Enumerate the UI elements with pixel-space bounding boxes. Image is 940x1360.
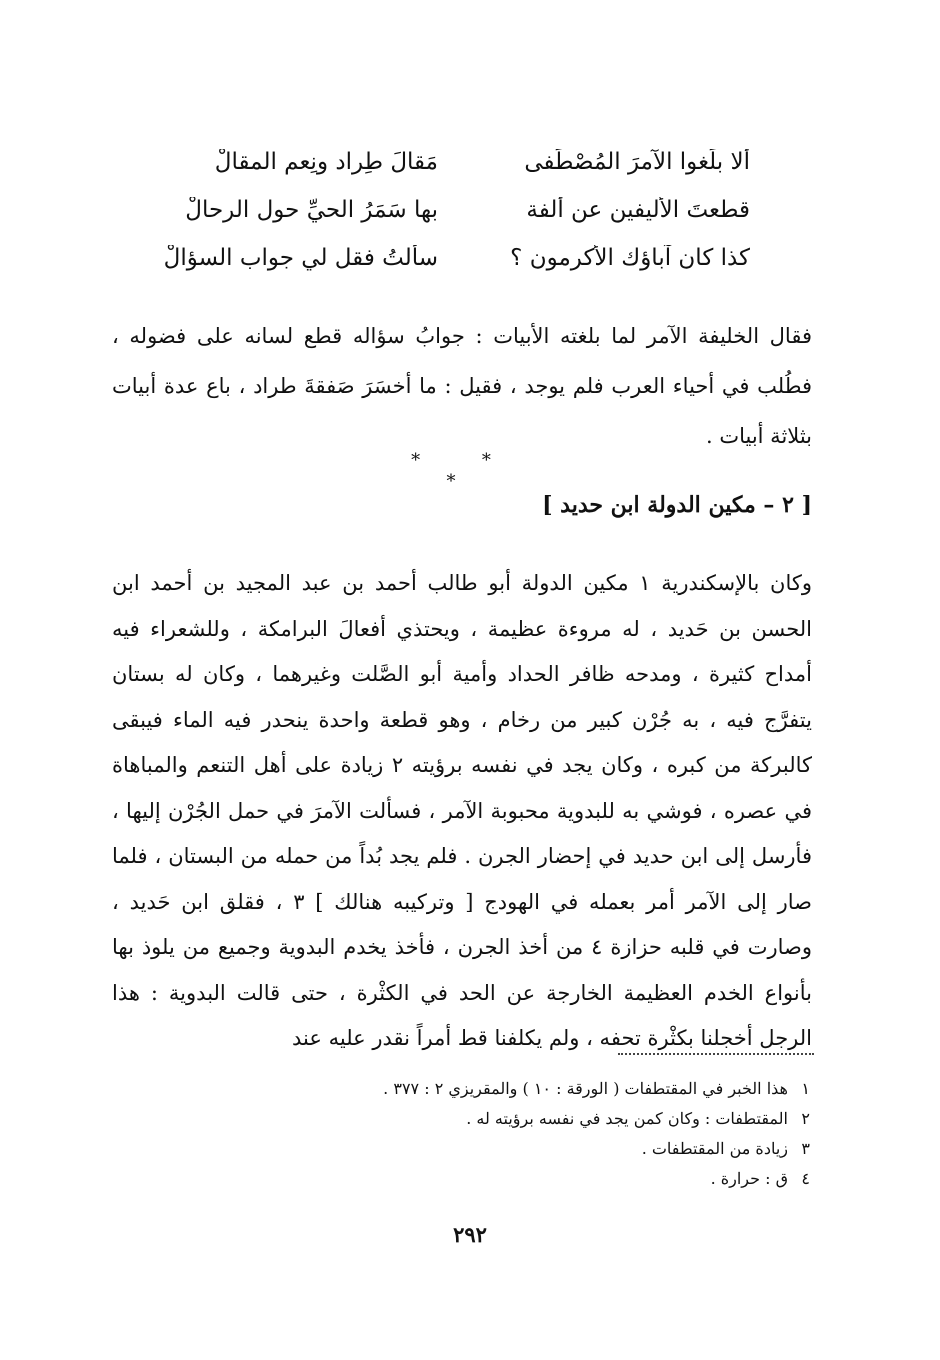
footnote-text: هذا الخبر في المقتطفات ( الورقة : ١٠ ) والمقريزي ٢ : ٣٧٧ .	[383, 1079, 788, 1098]
footnote-separator	[618, 1053, 814, 1055]
paragraph-ibn-hadid: وكان بالإسكندرية ١ مكين الدولة أبو طالب أحمد بن عبد المجيد بن أحمد ابن الحسن بن حَديد ، له مروءة عظيمة ، ويحتذي أفعالَ البرامكة ، وللشعراء فيه أمداح كثيرة ، ومدحه ظافر الحداد وأمية أبو الصَّلت وغيرهما ، وكان له بستان يتفرَّج فيه ، به جُرْن كبير من رخام ، وهو قطعة واحدة ينحدر فيه الماء فيبقى كالبركة من كبره ، وكان يجد في نفسه برؤيته ٢ زيادة على أهل التنعم والمباهاة في عصره ، فوشي به للبدوية محبوبة الآمر ، فسألت الآمرَ في حمل الجُرْن إليها ، فأرسل إلى ابن حديد في إحضار الجرن . فلم يجد بُداً من حمله من البستان ، فلما صار إلى الآمر أمر بعمله في الهودج [ وتركيبه هنالك ] ٣ ، فقلق ابن حَديد ، وصارت في قلبه حزازة ٤ من أخذ الجرن ، فأخذ يخدم البدوية وجميع من يلوذ بها بأنواع الخدم العظيمة الخارجة عن الحد في الكثْرة ، حتى قالت البدوية : هذا الرجل أخجلنا بكثْرة تحفه ، ولم يكلفنا قط أمراً نقدر عليه عند	[112, 571, 812, 1050]
footnote	[250, 1164, 810, 1194]
footnote-number: ٤	[801, 1169, 810, 1188]
footnote-number: ٣	[801, 1139, 810, 1158]
poem	[150, 138, 750, 282]
poem-verse	[150, 234, 750, 282]
verse-first-hemistich: قطعتَ الأليفين عن ألفة	[526, 197, 750, 223]
footnote-text: المقتطفات : وكان كمن يجد في نفسه برؤيته له .	[466, 1109, 788, 1128]
footnote-number: ١	[801, 1079, 810, 1098]
footnote-text: زيادة من المقتطفات .	[641, 1139, 788, 1158]
footnote-number: ٢	[801, 1109, 810, 1128]
poem-verse	[150, 186, 750, 234]
verse-first-hemistich: ألا بلِّغوا الآمرَ المُصْطَفى	[524, 149, 750, 175]
verse-first-hemistich: كذا كان آباؤك الأكرمون ؟	[510, 245, 750, 271]
footnotes	[250, 1074, 810, 1194]
section-divider-stars: * * *	[411, 450, 519, 492]
page-number: ٢٩٢	[453, 1222, 487, 1247]
verse-second-hemistich: سألتُ فقل لي جواب السؤالْ	[163, 245, 438, 271]
section-heading: [ ٢ – مكين الدولة ابن حديد ]	[542, 492, 812, 518]
verse-second-hemistich: مَقالَ طِراد ونِعم المقالْ	[214, 149, 438, 175]
footnote	[250, 1134, 810, 1164]
footnote	[250, 1104, 810, 1134]
poem-verse	[150, 138, 750, 186]
paragraph-caliph-reply: فقال الخليفة الآمر لما بلغته الأبيات : جوابُ سؤاله قطع لسانه على فضوله ، فطُلب في أحياء العرب فلم يوجد ، فقيل : ما أخسَرَ صَفقةَ طراد ، باع عدة أبيات بثلاثة أبيات .	[112, 324, 812, 448]
verse-second-hemistich: بها سَمَرُ الحيِّ حول الرحالْ	[185, 197, 438, 223]
footnote-text: ق : حرارة .	[710, 1169, 788, 1188]
footnote	[250, 1074, 810, 1104]
